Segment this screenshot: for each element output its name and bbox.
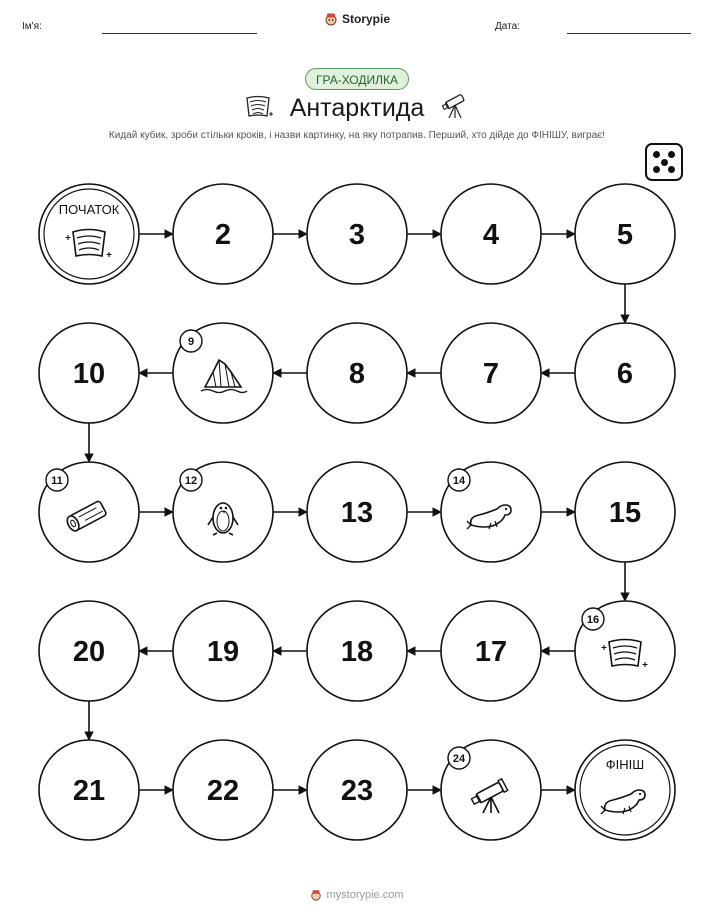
date-label: Дата: xyxy=(495,21,520,32)
board-cell-11[interactable] xyxy=(39,462,139,562)
board-cell-9[interactable] xyxy=(173,323,273,423)
board-cell-5[interactable] xyxy=(575,184,675,284)
board-cell-18[interactable] xyxy=(307,601,407,701)
cell-badge-number: 16 xyxy=(586,614,600,626)
footer-url[interactable]: mystorypie.com xyxy=(326,889,404,901)
instructions: Кидай кубик, зроби стільки кроків, і назви картинку, на яку потрапив. Перший, хто дійде до ФІНІШУ, виграє! xyxy=(108,130,606,141)
cell-number: 7 xyxy=(482,358,500,390)
cell-badge-number: 9 xyxy=(187,336,195,348)
cell-number: 2 xyxy=(214,219,232,251)
board-cell-1[interactable] xyxy=(39,184,139,284)
cell-number: 8 xyxy=(348,358,366,390)
board-cell-12[interactable] xyxy=(173,462,273,562)
board-cell-8[interactable] xyxy=(307,323,407,423)
board-cell-13[interactable] xyxy=(307,462,407,562)
board-cells xyxy=(39,184,675,840)
board-cell-24[interactable] xyxy=(441,740,541,840)
board-cell-19[interactable] xyxy=(173,601,273,701)
board-cell-16[interactable] xyxy=(575,601,675,701)
cell-number: 21 xyxy=(72,775,106,807)
storypie-logo-icon xyxy=(310,889,322,901)
cell-badge-number: 14 xyxy=(452,475,466,487)
cell-number: 3 xyxy=(348,219,366,251)
cell-number: 19 xyxy=(206,636,240,668)
cell-number: 22 xyxy=(206,775,240,807)
cell-number: 6 xyxy=(616,358,634,390)
cell-number: 15 xyxy=(608,497,642,529)
cell-number: 5 xyxy=(616,219,634,251)
cell-circle xyxy=(575,740,675,840)
board-cell-6[interactable] xyxy=(575,323,675,423)
board-cell-17[interactable] xyxy=(441,601,541,701)
cell-number: 23 xyxy=(340,775,374,807)
board-cell-3[interactable] xyxy=(307,184,407,284)
brand-name: Storypie xyxy=(341,12,390,26)
cell-badge-number: 24 xyxy=(452,753,466,765)
cell-badge-number: 12 xyxy=(184,475,198,487)
board-cell-10[interactable] xyxy=(39,323,139,423)
finish-label: ФІНІШ xyxy=(605,757,645,772)
cell-number: 4 xyxy=(482,219,500,251)
game-type-badge: ГРА-ХОДИЛКА xyxy=(305,68,409,90)
cell-number: 13 xyxy=(340,497,374,529)
board-cell-21[interactable] xyxy=(39,740,139,840)
page-title: Антарктида xyxy=(289,94,425,122)
cell-circle xyxy=(39,184,139,284)
cell-number: 10 xyxy=(72,358,106,390)
board-cell-22[interactable] xyxy=(173,740,273,840)
start-label: ПОЧАТОК xyxy=(58,202,120,217)
board-cell-20[interactable] xyxy=(39,601,139,701)
board-cell-25[interactable] xyxy=(575,740,675,840)
cell-number: 20 xyxy=(72,636,106,668)
footer xyxy=(0,889,714,904)
cell-number: 17 xyxy=(474,636,508,668)
board-cell-14[interactable] xyxy=(441,462,541,562)
board-cell-23[interactable] xyxy=(307,740,407,840)
name-label: Ім'я: xyxy=(22,21,42,32)
board-cell-2[interactable] xyxy=(173,184,273,284)
board-cell-4[interactable] xyxy=(441,184,541,284)
cell-badge-number: 11 xyxy=(51,475,63,487)
cell-number: 18 xyxy=(340,636,374,668)
board-cell-7[interactable] xyxy=(441,323,541,423)
board-cell-15[interactable] xyxy=(575,462,675,562)
